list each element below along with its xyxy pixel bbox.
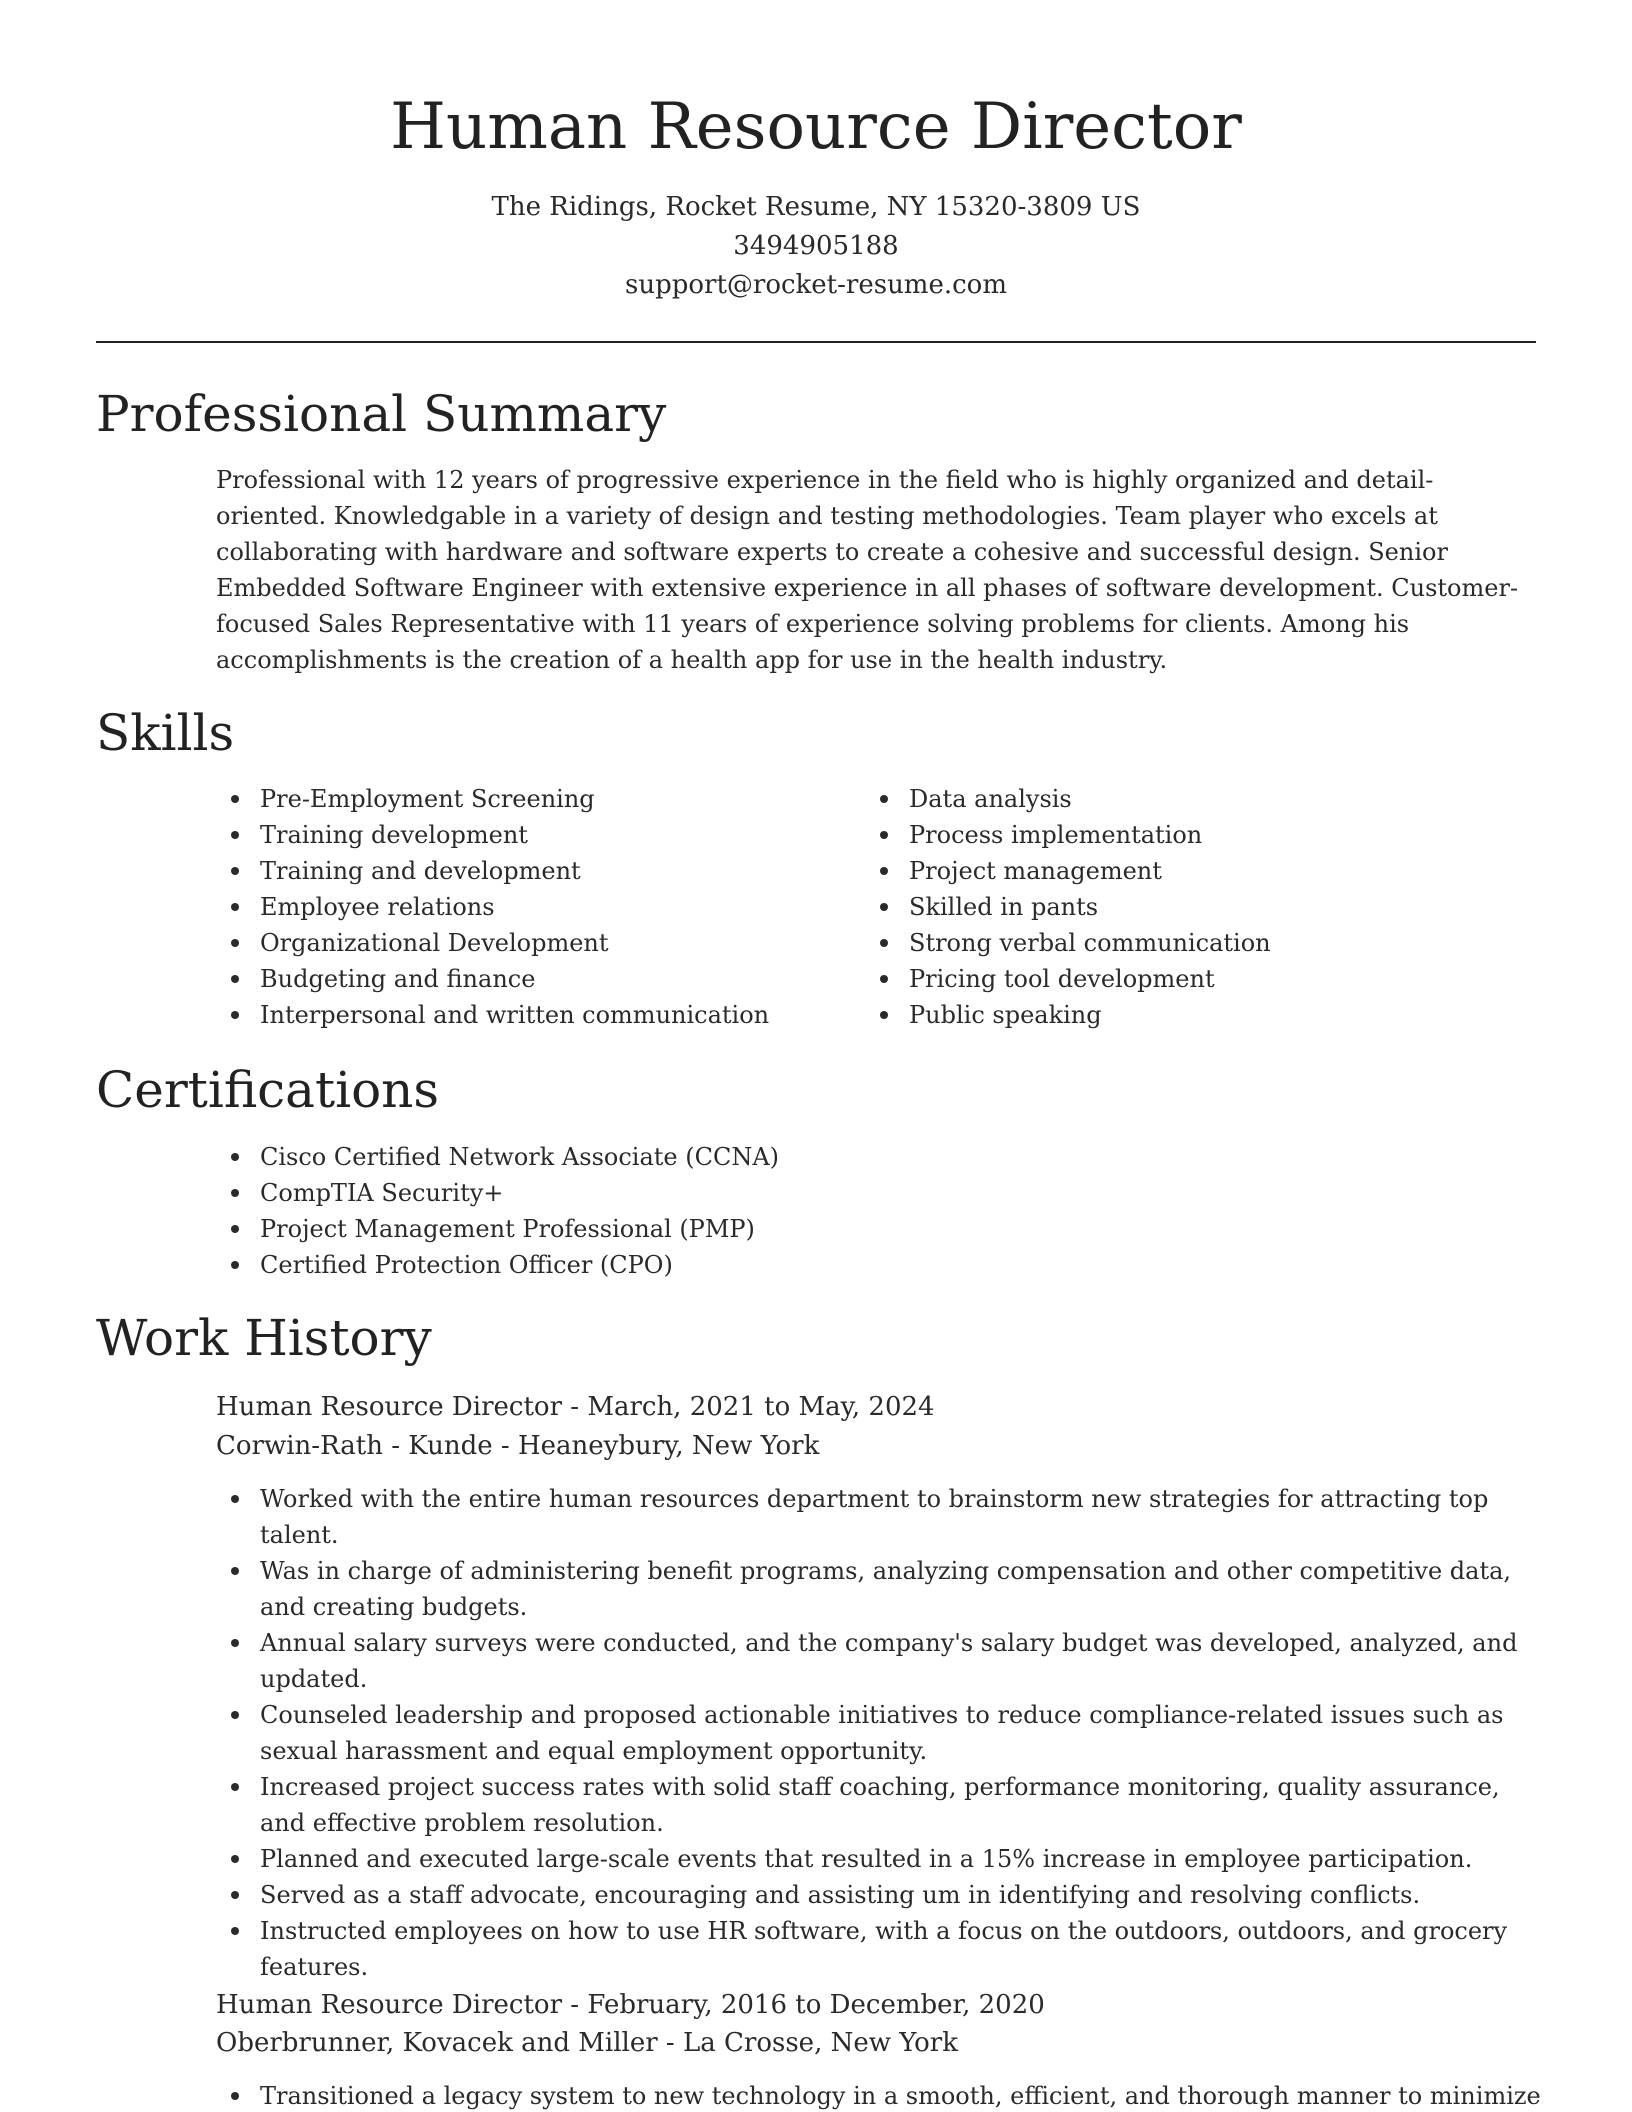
resume-header xyxy=(0,0,1632,305)
phone: 3494905188 xyxy=(733,231,899,261)
job-company-line: Corwin-Rath - Kunde - Heaneybury, New York xyxy=(216,1431,820,1461)
header-divider xyxy=(96,341,1536,343)
email: support@rocket-resume.com xyxy=(624,270,1007,300)
job-title-line: Human Resource Director - February, 2016 to December, 2020 xyxy=(216,1990,1045,2020)
job-role: Human Resource Director xyxy=(216,1392,562,1422)
responsibility-item: Was in charge of administering benefit programs, analyzing compensation and other competitive data, and creating budgets. xyxy=(216,1553,1546,1625)
skills-list-left xyxy=(216,781,769,1033)
job-role: Human Resource Director xyxy=(216,1990,562,2020)
job-responsibilities xyxy=(216,2078,1546,2112)
job-dates: March, 2021 to May, 2024 xyxy=(587,1392,935,1422)
skill-item: Pricing tool development xyxy=(865,961,1271,997)
job-responsibilities xyxy=(216,1481,1546,1985)
skills-list-right xyxy=(865,781,1271,1033)
candidate-name: Human Resource Director xyxy=(390,90,1242,164)
responsibility-item: Planned and executed large-scale events that resulted in a 15% increase in employee participation. xyxy=(216,1841,1546,1877)
section-title-skills: Skills xyxy=(96,704,235,762)
certifications-list xyxy=(216,1139,779,1283)
section-title-certifications: Certifications xyxy=(96,1061,440,1119)
job-company-line: Oberbrunner, Kovacek and Miller - La Crosse, New York xyxy=(216,2028,958,2058)
address: The Ridings, Rocket Resume, NY 15320-3809 US xyxy=(491,192,1141,222)
skill-item: Training development xyxy=(216,817,769,853)
skill-item: Data analysis xyxy=(865,781,1271,817)
skill-item: Pre-Employment Screening xyxy=(216,781,769,817)
skill-item: Employee relations xyxy=(216,889,769,925)
responsibility-item: Transitioned a legacy system to new technology in a smooth, efficient, and thorough manner to minimize xyxy=(216,2078,1546,2112)
skill-item: Strong verbal communication xyxy=(865,925,1271,961)
skill-item: Training and development xyxy=(216,853,769,889)
certification-item: CompTIA Security+ xyxy=(216,1175,779,1211)
job-location: La Crosse, New York xyxy=(682,2028,958,2058)
responsibility-item: Served as a staff advocate, encouraging and assisting um in identifying and resolving conflicts. xyxy=(216,1877,1546,1913)
skill-item: Budgeting and finance xyxy=(216,961,769,997)
summary-text: Professional with 12 years of progressive experience in the field who is highly organized and detail-oriented. Knowledgable in a variety of design and testing methodologies. Team player who excels at collaborating with hardware and software experts to create a cohesive and successful design. Senior Embedded Software Engineer with extensive experience in all phases of software development. Customer-focused Sales Representative with 11 years of experience solving problems for clients. Among his accomplishments is the creation of a health app for use in the health industry. xyxy=(216,466,1519,674)
skill-item: Project management xyxy=(865,853,1271,889)
contact-info xyxy=(0,188,1632,305)
certification-item: Certified Protection Officer (CPO) xyxy=(216,1247,779,1283)
job-dates: February, 2016 to December, 2020 xyxy=(587,1990,1045,2020)
skill-item: Interpersonal and written communication xyxy=(216,997,769,1033)
certification-item: Cisco Certified Network Associate (CCNA) xyxy=(216,1139,779,1175)
section-title-work-history: Work History xyxy=(96,1309,432,1367)
skill-item: Process implementation xyxy=(865,817,1271,853)
job-location: Heaneybury, New York xyxy=(517,1431,820,1461)
skill-item: Skilled in pants xyxy=(865,889,1271,925)
job-company: Oberbrunner, Kovacek and Miller xyxy=(216,2028,658,2058)
responsibility-item: Increased project success rates with solid staff coaching, performance monitoring, quality assurance, and effective problem resolution. xyxy=(216,1769,1546,1841)
job-company: Corwin-Rath - Kunde xyxy=(216,1431,493,1461)
certification-item: Project Management Professional (PMP) xyxy=(216,1211,779,1247)
responsibility-item: Counseled leadership and proposed actionable initiatives to reduce compliance-related issues such as sexual harassment and equal employment opportunity. xyxy=(216,1697,1546,1769)
job-title-line: Human Resource Director - March, 2021 to May, 2024 xyxy=(216,1392,935,1422)
skill-item: Organizational Development xyxy=(216,925,769,961)
responsibility-item: Annual salary surveys were conducted, and the company's salary budget was developed, analyzed, and updated. xyxy=(216,1625,1546,1697)
responsibility-item: Instructed employees on how to use HR software, with a focus on the outdoors, outdoors, and grocery features. xyxy=(216,1913,1546,1985)
skill-item: Public speaking xyxy=(865,997,1271,1033)
responsibility-item: Worked with the entire human resources department to brainstorm new strategies for attracting top talent. xyxy=(216,1481,1546,1553)
section-title-summary: Professional Summary xyxy=(96,385,667,443)
